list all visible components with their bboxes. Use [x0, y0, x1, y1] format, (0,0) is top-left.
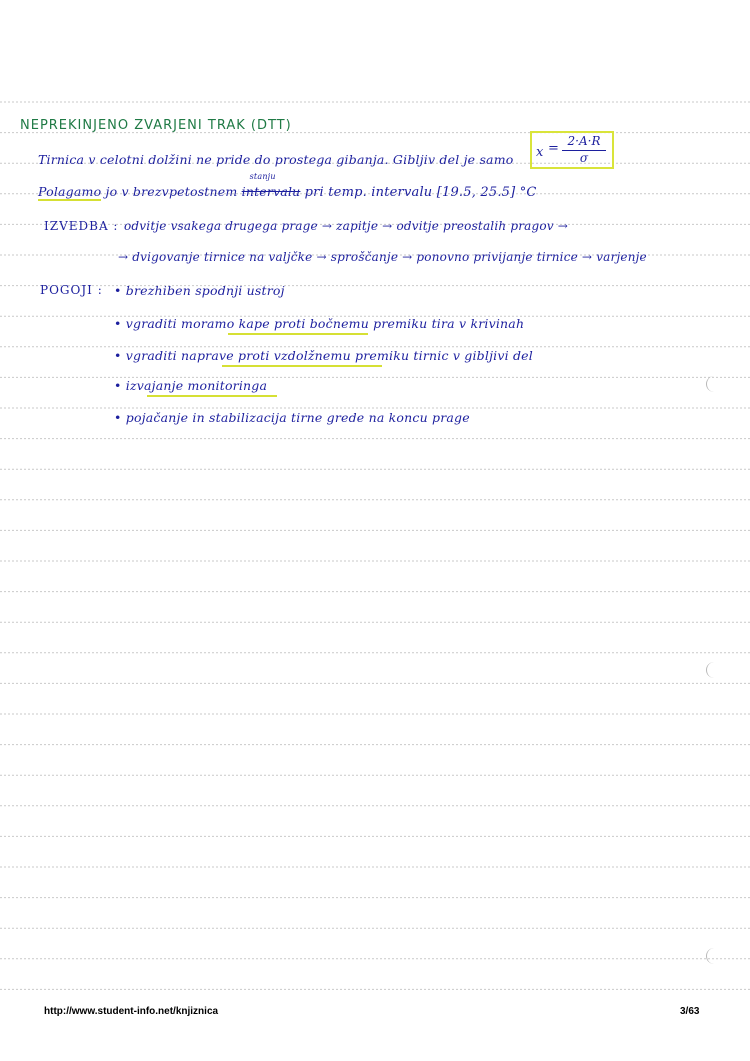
pogoji-item — [114, 283, 285, 298]
bullet: • — [114, 348, 122, 363]
highlight-mark — [228, 333, 368, 335]
page-title: NEPREKINJENO ZVARJENI TRAK (DTT) — [20, 118, 292, 133]
punch-hole-mark — [706, 662, 715, 678]
line-2-part-b: jo v brezvpetostnem — [105, 184, 238, 199]
pogoji-item — [114, 316, 524, 331]
formula-equals: = — [548, 141, 559, 156]
page-number: 3/63 — [680, 1006, 700, 1017]
highlighted-word: Polagamo — [38, 184, 102, 199]
bullet: • — [114, 378, 122, 393]
pogoji-label: POGOJI : — [40, 283, 103, 297]
highlight-mark — [147, 395, 277, 397]
izvedba-step-2: → dvigovanje tirnice na valjčke → sproščanje → ponovno privijanje tirnice → varjenje — [118, 250, 647, 264]
pogoji-item — [114, 378, 267, 393]
pogoji-item-text: pojačanje in stabilizacija tirne grede na koncu prage — [125, 410, 470, 425]
formula-box — [530, 131, 614, 169]
formula-denominator: σ — [579, 151, 589, 165]
bullet: • — [114, 410, 122, 425]
pogoji-item — [114, 348, 533, 363]
izvedba-step-1: odvitje vsakega drugega prage → zapitje → odvitje preostalih pragov → — [124, 219, 569, 233]
line-2 — [38, 172, 537, 200]
formula-variable: x — [536, 145, 544, 160]
struck-word: intervalu — [241, 184, 301, 199]
bullet: • — [114, 316, 122, 331]
punch-hole-mark — [706, 948, 715, 964]
punch-hole-mark — [706, 376, 715, 392]
line-1: Tirnica v celotni dolžini ne pride do prostega gibanja. Gibljiv del je samo — [38, 152, 514, 167]
highlight-mark — [222, 365, 382, 367]
pogoji-item-text: vgraditi naprave proti vzdolžnemu premiku tirnic v gibljivi del — [125, 348, 533, 363]
pogoji-item — [114, 410, 470, 425]
formula-numerator: 2·A·R — [567, 134, 601, 148]
bullet: • — [114, 283, 122, 298]
pogoji-item-text: izvajanje monitoringa — [125, 378, 268, 393]
izvedba-label: IZVEDBA : — [44, 219, 119, 233]
inserted-word: stanju — [249, 172, 276, 181]
pogoji-item-text: vgraditi moramo kape proti bočnemu premiku tira v krivinah — [125, 316, 525, 331]
line-2-part-c: pri temp. intervalu [19.5, 25.5] °C — [304, 185, 537, 200]
footer-url-link[interactable]: http://www.student-info.net/knjiznica — [44, 1006, 219, 1017]
corrected-word — [241, 172, 305, 199]
pogoji-item-text: brezhiben spodnji ustroj — [125, 283, 285, 298]
